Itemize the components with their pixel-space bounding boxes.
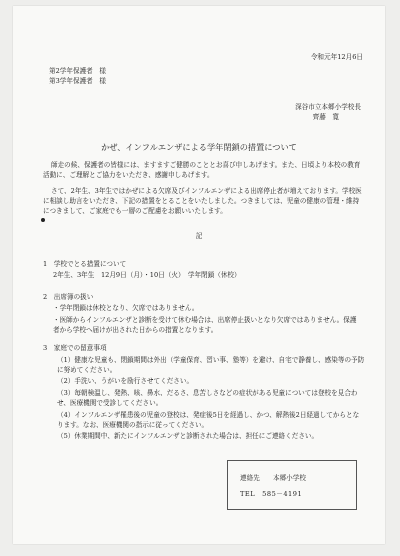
notice-page [13,6,385,544]
section3-item-3: （3）毎朝検温し、発熱、咳、鼻水、だるさ、息苦しさなどの症状がある児童については登校を見合わせ、医療機関で受診してください。 [57,389,358,407]
ki-heading: 記 [195,232,203,240]
section3-item-4: （4）インフルエンザ罹患後の児童の登校は、発症後5日を経過し、かつ、解熱後2日経過してからとなります。なお、医療機関の指示に従ってください。 [57,411,360,429]
contact-label: 連絡先 本郷小学校 [240,474,306,482]
sender-organization: 深谷市立本郷小学校長 [295,103,361,111]
notice-title: かぜ、インフルエンザによる学年閉鎖の措置について [101,142,297,152]
section2-item-1: ・学年閉鎖は休校となり、欠席ではありません。 [53,304,199,312]
notice-date: 令和元年12月6日 [310,53,363,61]
section2-heading: 2 出席簿の扱い [43,293,94,301]
greeting-paragraph: 師走の候、保護者の皆様には、ますますご健勝のこととお喜び申しあげます。また、日頃より本校の教育活動に、ご理解とご協力をいただき、感謝申しあげます。 [43,161,361,179]
recipient-grade3: 第3学年保護者 様 [49,77,106,85]
section3-item-2: （2）手洗い、うがいを励行させてください。 [57,377,194,385]
recipient-grade2: 第2学年保護者 様 [49,67,106,75]
explanation-paragraph: さて、2年生、3年生ではかぜによる欠席及びインフルエンザによる出席停止者が増えております。学校医に相談し助言をいただき、下記の措置をとることをいたしました。つきましては、児童の健康の管理・維持につきまして、ご家庭でも一層のご配慮をお願いいたします。 [43,187,362,215]
sender-name: 齊藤 寛 [312,113,339,121]
section3-item-1: （1）健康な児童も、閉鎖期間は外出（学童保育、習い事、塾等）を避け、自宅で静養し、感染等の予防に努めてください。 [57,356,365,374]
contact-telephone: TEL 585－4191 [240,490,303,498]
section2-item-2: ・医師からインフルエンザと診断を受けて休む場合は、出席停止扱いとなり欠席ではありません。保護者から学校へ届けが出された日からの措置となります。 [53,316,357,334]
section3-heading: 3 家庭での留意事項 [43,344,107,352]
stray-dot-mark [41,218,45,222]
contact-box [227,460,357,510]
section3-item-5: （5）休業期間中、新たにインフルエンザと診断された場合は、担任にご連絡ください。 [57,432,319,440]
section1-heading: 1 学校でとる措置について [43,260,127,268]
section1-body: 2年生、3年生 12月9日（月）・10日（火） 学年閉鎖（休校） [53,271,241,279]
